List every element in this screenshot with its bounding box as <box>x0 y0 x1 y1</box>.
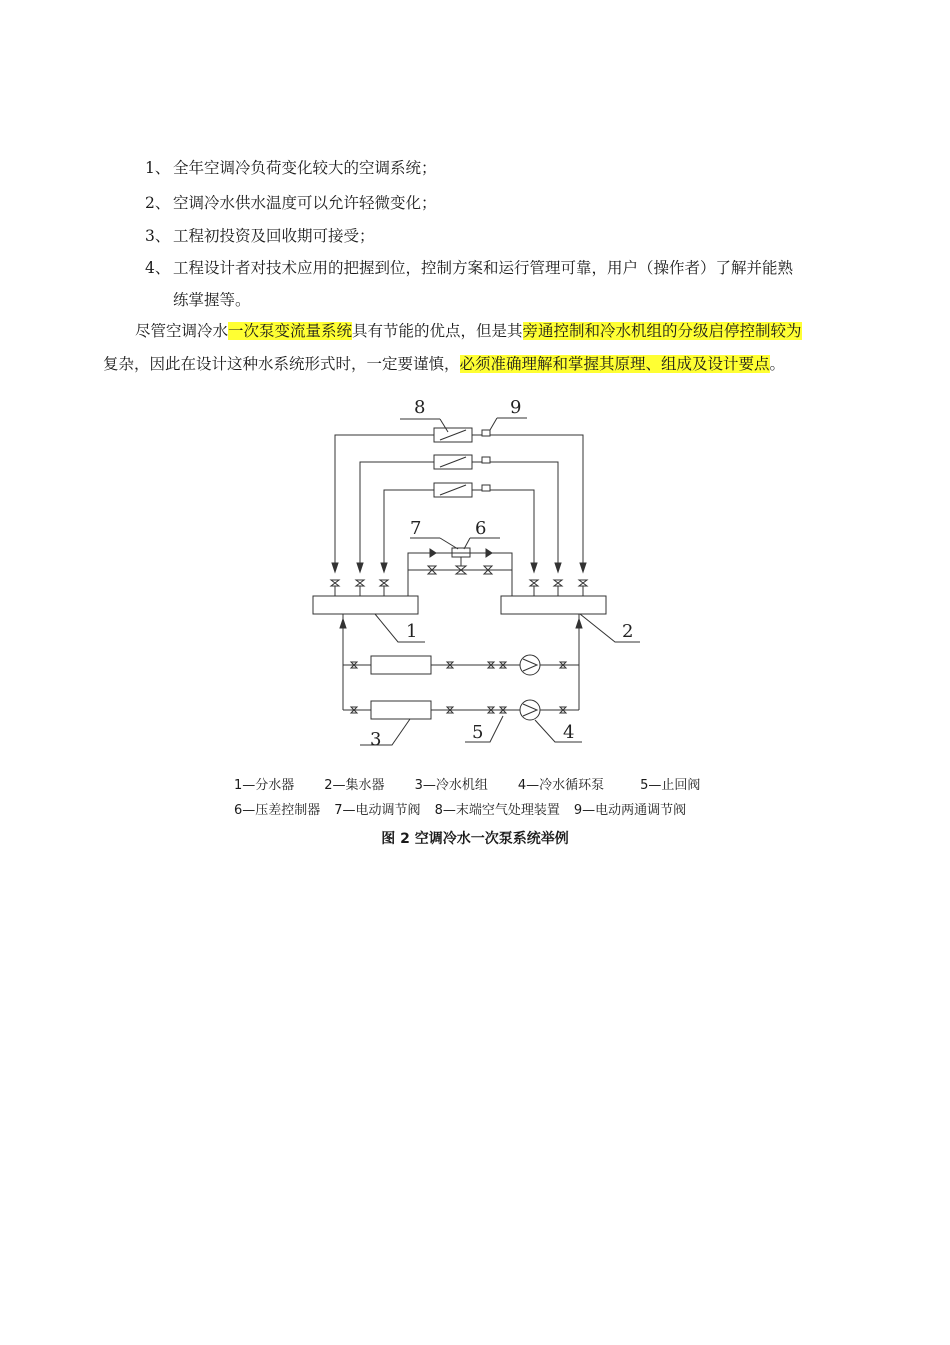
leader-line <box>440 419 448 432</box>
label-7: 7 <box>410 518 422 539</box>
valve-icon <box>482 430 490 436</box>
flow-arrows <box>332 563 586 572</box>
list-number: 3、 <box>145 227 171 245</box>
para-text: 尽管空调冷水 <box>135 322 229 340</box>
list-text: 空调冷水供水温度可以允许轻微变化； <box>173 194 437 212</box>
legend-item: 4—冷水循环泵 <box>517 778 605 793</box>
list-number: 2、 <box>145 194 171 212</box>
legend-row-2 <box>234 802 686 820</box>
chiller-loops <box>340 614 582 720</box>
system-diagram <box>300 395 650 755</box>
label-4: 4 <box>563 722 575 743</box>
para-text: 具有节能的优点，但是其 <box>352 322 523 340</box>
valve-icon <box>482 485 490 491</box>
return-header <box>501 596 606 614</box>
figure-caption: 图 2 空调冷水一次泵系统举例 <box>381 831 569 847</box>
legend-row-1 <box>234 777 700 795</box>
highlight-text: 必须准确理解和掌握其原理、组成及设计要点 <box>459 355 770 373</box>
legend-item: 2—集水器 <box>324 778 385 793</box>
label-2: 2 <box>622 621 634 642</box>
label-8: 8 <box>414 397 426 418</box>
list-number: 4、 <box>145 259 171 277</box>
chiller-unit <box>371 701 431 719</box>
supply-header <box>313 596 418 614</box>
leader-line <box>490 418 497 430</box>
list-item-1 <box>145 158 437 178</box>
label-1: 1 <box>406 621 418 642</box>
legend-item: 9—电动两通调节阀 <box>573 803 687 818</box>
riser-valves <box>331 580 587 596</box>
list-item-4 <box>145 258 793 278</box>
list-item-3 <box>145 226 375 246</box>
para-text: 。 <box>769 355 786 373</box>
list-text: 全年空调冷负荷变化较大的空调系统； <box>173 159 437 177</box>
paragraph-line-2 <box>103 354 785 374</box>
label-3: 3 <box>370 729 382 750</box>
label-6: 6 <box>475 518 487 539</box>
label-9: 9 <box>510 397 522 418</box>
highlight-text: 旁通控制和冷水机组的分级启停控制较为 <box>522 322 802 340</box>
list-text: 工程初投资及回收期可接受； <box>173 227 375 245</box>
list-item-4-continuation: 练掌握等。 <box>173 291 251 309</box>
list-text: 工程设计者对技术应用的把握到位，控制方案和运行管理可靠，用户（操作者）了解并能熟 <box>173 259 794 277</box>
label-5: 5 <box>472 722 484 743</box>
list-number: 1、 <box>145 159 171 177</box>
chiller-unit <box>371 656 431 674</box>
legend-item: 3—冷水机组 <box>414 778 488 793</box>
bypass-line <box>408 548 512 596</box>
legend-item: 6—压差控制器 <box>234 803 321 818</box>
legend-item: 7—电动调节阀 <box>334 803 421 818</box>
highlight-text: 一次泵变流量系统 <box>228 322 353 340</box>
paragraph-line-1 <box>135 321 802 341</box>
legend-item: 5—止回阀 <box>640 778 701 793</box>
para-text: 复杂，因此在设计这种水系统形式时，一定要谨慎， <box>103 355 460 373</box>
valve-icon <box>482 457 490 463</box>
legend-item: 8—末端空气处理装置 <box>434 803 560 818</box>
legend-item: 1—分水器 <box>234 778 295 793</box>
list-item-2 <box>145 193 437 213</box>
